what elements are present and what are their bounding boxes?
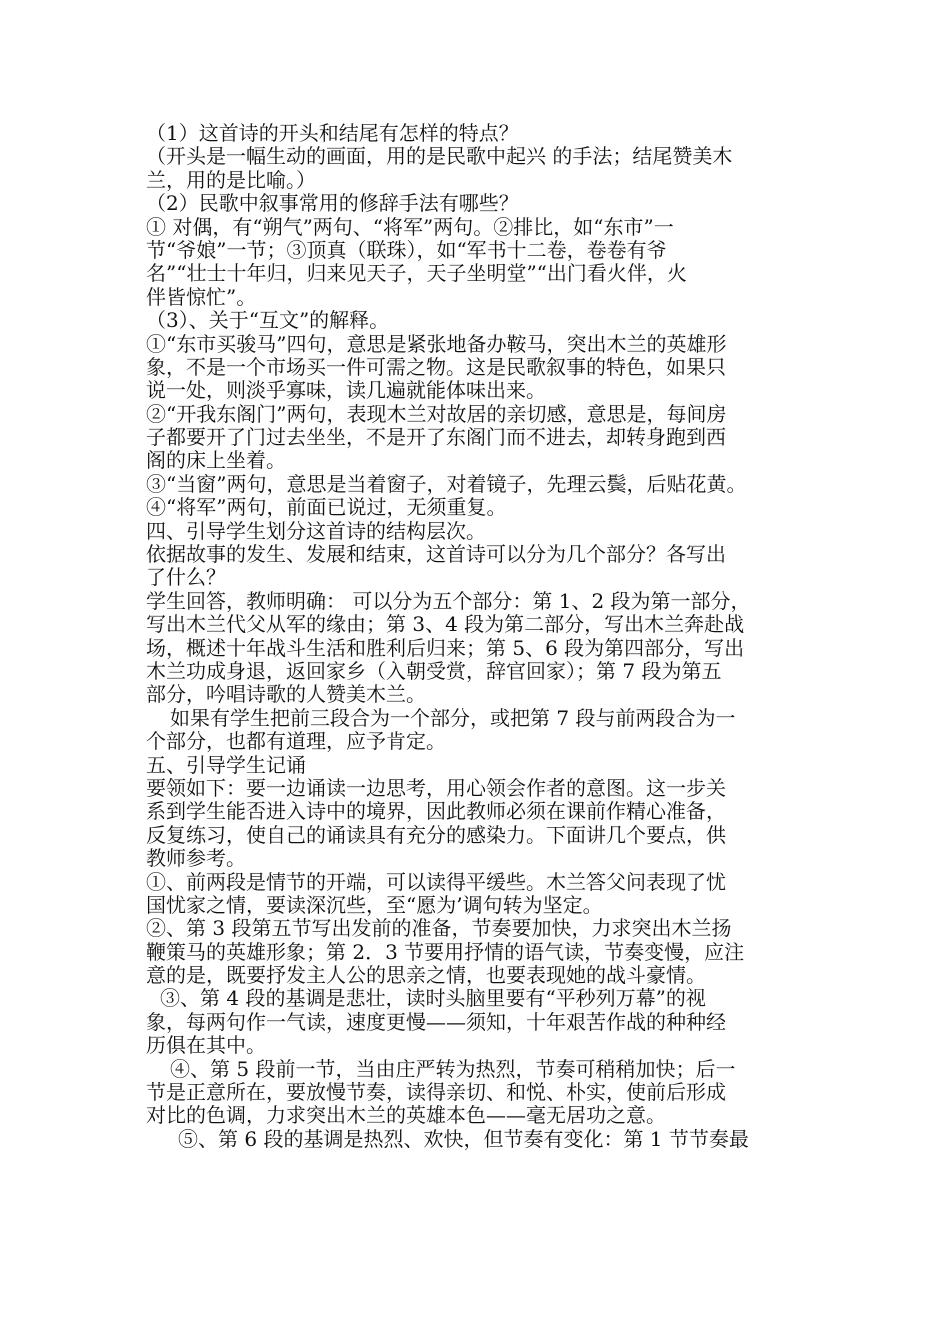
text-line: ① 对偶，有“朔气”两句、“将军”两句。②排比，如“东市”一 (146, 214, 674, 239)
text-line: 要领如下：要一边诵读一边思考，用心领会作者的意图。这一步关 (146, 775, 726, 800)
text-line: 对比的色调，力求突出木兰的英雄本色——毫无居功之意。 (146, 1103, 666, 1128)
text-line: （2）民歌中叙事常用的修辞手法有哪些？ (146, 191, 519, 216)
section-heading: 五、引导学生记诵 (146, 752, 306, 777)
text-line: （3）、关于“互文”的解释。 (146, 308, 390, 333)
text-line: ①、前两段是情节的开端，可以读得平缓些。木兰答父问表现了忧 (146, 869, 726, 894)
text-line: （1）这首诗的开头和结尾有怎样的特点？ (146, 121, 519, 145)
text-line: 鞭策马的英雄形象；第 2．3 节要用抒情的语气读，节奏变慢，应注 (146, 939, 745, 964)
text-line: 阁的床上坐着。 (146, 448, 286, 473)
text-line: ④“将军”两句，前面已说过，无须重复。 (146, 495, 507, 520)
text-line: 意的是，既要抒发主人公的思亲之情，也要表现她的战斗豪情。 (146, 963, 706, 988)
text-line: 写出木兰代父从军的缘由；第 3、4 段为第二部分，写出木兰奔赴战 (146, 612, 745, 637)
text-line: 名”“壮士十年归，归来见天子，天子坐明堂”“出门看火伴，火 (146, 261, 687, 286)
text-line: 如果有学生把前三段合为一个部分，或把第 7 段与前两段合为一 (170, 705, 736, 730)
text-line: 反复练习，使自己的诵读具有充分的感染力。下面讲几个要点，供 (146, 822, 726, 847)
document-body (146, 122, 826, 1151)
text-line: ③、第 4 段的基调是悲壮，读时头脑里要有“平秒列万幕”的视 (160, 986, 706, 1011)
text-line: （开头是一幅生动的画面，用的是民歌中起兴 的手法；结尾赞美木 (146, 144, 733, 169)
text-line: ①“东市买骏马”四句，意思是紧张地备办鞍马，突出木兰的英雄形 (146, 331, 727, 356)
text-line: 了什么？ (146, 565, 226, 590)
text-line: 部分，吟唱诗歌的人赞美木兰。 (146, 682, 426, 707)
text-line: ④、第 5 段前一节，当由庄严转为热烈，节奏可稍稍加快；后一 (170, 1056, 736, 1081)
text-line: 历俱在其中。 (146, 1033, 266, 1058)
text-line: 教师参考。 (146, 846, 246, 871)
text-line: 系到学生能否进入诗中的境界，因此教师必须在课前作精心准备， (146, 799, 726, 824)
text-line: 象，不是一个市场买一件可需之物。这是民歌叙事的特色，如果只 (146, 354, 726, 379)
section-heading: 四、引导学生划分这首诗的结构层次。 (146, 518, 486, 543)
text-line: ②“开我东阁门”两句，表现木兰对故居的亲切感，意思是，每间房 (146, 401, 727, 426)
text-line: 个部分，也都有道理，应予肯定。 (146, 729, 446, 754)
text-line: 学生回答，教师明确： 可以分为五个部分：第 1、2 段为第一部分， (146, 588, 751, 613)
text-line: 子都要开了门过去坐坐，不是开了东阁门而不进去，却转身跑到西 (146, 425, 726, 450)
text-line: 依据故事的发生、发展和结束，这首诗可以分为几个部分？各写出 (146, 542, 726, 567)
text-line: ③“当窗”两句，意思是当着窗子，对着镜子，先理云鬓，后贴花黄。 (146, 471, 747, 496)
text-line: 象，每两句作一气读，速度更慢——须知，十年艰苦作战的种种经 (146, 1009, 726, 1034)
text-line: 木兰功成身退，返回家乡（入朝受赏，辞官回家）；第 7 段为第五 (146, 658, 722, 683)
text-line: 节“爷娘”一节；③顶真（联珠），如“军书十二卷，卷卷有爷 (146, 237, 667, 262)
text-line: 节是正意所在，要放慢节奏，读得亲切、和悦、朴实，使前后形成 (146, 1080, 726, 1105)
text-line: ⑤、第 6 段的基调是热烈、欢快，但节奏有变化：第 1 节节奏最 (178, 1126, 749, 1151)
text-line: 场，概述十年战斗生活和胜利后归来；第 5、6 段为第四部分，写出 (146, 635, 745, 660)
text-line: 说一处，则淡乎寡味，读几遍就能体味出来。 (146, 378, 546, 403)
text-line: ②、第 3 段第五节写出发前的准备，节奏要加快，力求突出木兰扬 (146, 916, 732, 941)
text-line: 伴皆惊忙”。 (146, 284, 257, 309)
text-line: 国忧家之情，要读深沉些，至“愿为’调句转为坚定。 (146, 892, 603, 917)
text-line: 兰，用的是比喻。） (146, 167, 316, 192)
